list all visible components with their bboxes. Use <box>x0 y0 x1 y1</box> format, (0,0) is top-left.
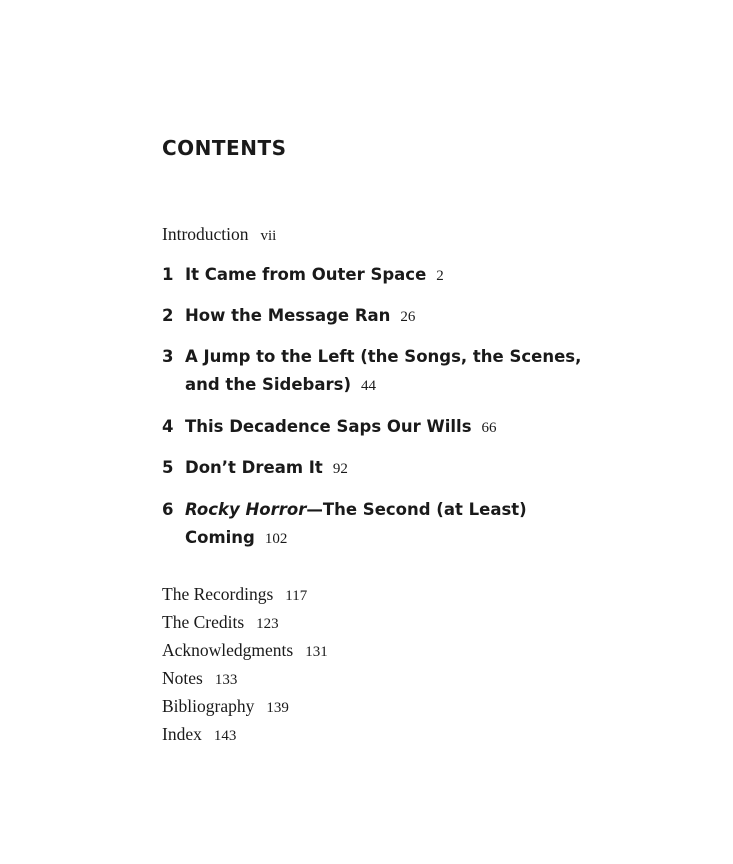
chapter-title: A Jump to the Left (the Songs, the Scenes, and the Sidebars) <box>185 347 582 394</box>
back-matter-label: Acknowledgments <box>162 640 294 660</box>
toc-back-matter-item <box>162 610 279 636</box>
back-matter-page: 117 <box>285 588 308 604</box>
contents-heading: CONTENTS <box>162 136 287 160</box>
chapter-title: Don’t Dream It <box>185 458 323 477</box>
back-matter-label: The Credits <box>162 612 245 632</box>
chapter-page: 92 <box>332 461 348 477</box>
toc-introduction-label: Introduction <box>162 224 249 244</box>
toc-introduction <box>162 222 276 248</box>
back-matter-page: 143 <box>213 728 237 744</box>
back-matter-page: 123 <box>256 616 279 632</box>
toc-introduction-page: vii <box>260 228 277 244</box>
toc-back-matter-item <box>162 722 236 748</box>
chapter-page: 2 <box>436 268 444 284</box>
chapter-title: It Came from Outer Space <box>185 265 427 284</box>
chapter-number: 4 <box>162 417 174 436</box>
toc-chapter-4 <box>162 413 612 442</box>
chapter-page: 26 <box>400 309 416 325</box>
toc-chapter-1 <box>162 261 612 290</box>
back-matter-label: Notes <box>162 668 203 688</box>
back-matter-page: 133 <box>214 672 238 688</box>
back-matter-page: 139 <box>266 700 289 716</box>
toc-back-matter-item <box>162 582 307 608</box>
chapter-number: 5 <box>162 458 174 477</box>
chapter-page: 102 <box>264 531 288 547</box>
toc-back-matter-item <box>162 638 328 664</box>
chapter-title: —The Second (at Least) Coming <box>185 500 527 547</box>
toc-chapter-2 <box>162 302 612 331</box>
toc-back-matter-item <box>162 666 237 692</box>
chapter-number: 2 <box>162 306 174 325</box>
chapter-title-italic: Rocky Horror <box>185 500 307 519</box>
chapter-page: 44 <box>361 378 376 394</box>
toc-chapter-3 <box>162 343 612 400</box>
chapter-number: 6 <box>162 500 174 519</box>
back-matter-label: Index <box>162 724 202 744</box>
back-matter-label: The Recordings <box>162 584 274 604</box>
back-matter-label: Bibliography <box>162 696 255 716</box>
back-matter-page: 131 <box>305 644 328 660</box>
chapter-title: This Decadence Saps Our Wills <box>185 417 472 436</box>
chapter-number: 3 <box>162 347 174 366</box>
toc-back-matter-item <box>162 694 289 720</box>
chapter-title: How the Message Ran <box>185 306 391 325</box>
toc-chapter-6 <box>162 496 562 553</box>
chapter-page: 66 <box>481 420 497 436</box>
chapter-number: 1 <box>162 265 174 284</box>
toc-chapter-5 <box>162 454 612 483</box>
